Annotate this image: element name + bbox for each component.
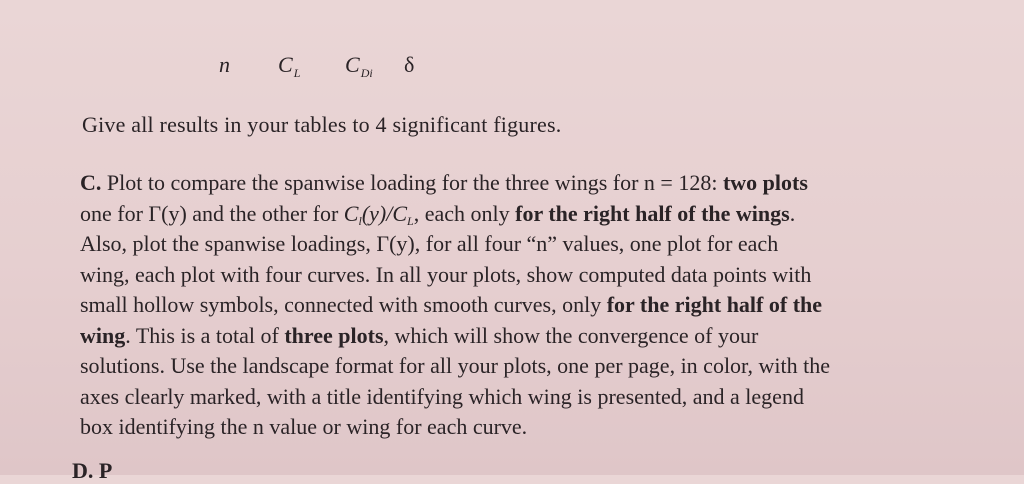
column-cdi-subscript: Di xyxy=(360,66,373,80)
cl-ratio-denominator: (y)/C xyxy=(361,200,408,226)
line-2-period: . xyxy=(789,200,796,226)
column-cl xyxy=(278,52,300,81)
next-section-heading-partial: D. P xyxy=(72,458,113,483)
cl-denominator-subscript: L xyxy=(407,213,414,228)
cl-ratio-math xyxy=(344,201,414,226)
results-table-header xyxy=(0,52,1024,84)
paragraph-line-2 xyxy=(80,199,960,230)
cl-symbol: C xyxy=(343,200,359,226)
paragraph-line-3: Also, plot the spanwise loadings, Γ(y), for all four “n” values, one plot for each xyxy=(80,231,779,256)
paragraph-line-4: wing, each plot with four curves. In all your plots, show computed data points with xyxy=(80,261,812,287)
paragraph-line-1 xyxy=(80,168,960,199)
paragraph-line-8: axes clearly marked, with a title identifying which wing is presented, and a legend xyxy=(80,383,804,409)
paragraph-line-5 xyxy=(80,290,960,321)
line-5-bold: for the right half of the xyxy=(606,292,823,317)
paragraph-line-9: box identifying the n value or wing for each curve. xyxy=(80,414,528,439)
line-2-bold: for the right half of the wings xyxy=(515,200,790,226)
column-n: n xyxy=(219,52,230,77)
column-cl-symbol: C xyxy=(278,52,293,77)
line-5-text: small hollow symbols, connected with smooth curves, only xyxy=(80,292,607,317)
line-2-text-c: , each only xyxy=(413,200,516,226)
line-6-bold-a: wing xyxy=(80,322,126,348)
instruction-text: Give all results in your tables to 4 significant figures. xyxy=(82,112,562,137)
line-6-text-b: . This is a total of xyxy=(125,322,285,348)
column-cl-subscript: L xyxy=(293,66,301,80)
line-1-text: Plot to compare the spanwise loading for the three wings for n = 128: xyxy=(101,170,723,195)
section-c-paragraph xyxy=(80,168,960,443)
line-6-text-d: , which will show the convergence of your xyxy=(383,322,759,348)
cl-subscript: l xyxy=(358,213,362,228)
column-delta: δ xyxy=(404,52,415,77)
section-c-label: C. xyxy=(80,170,102,195)
paragraph-line-6 xyxy=(80,321,960,352)
line-2-text-a: one for Γ(y) and the other for xyxy=(80,200,344,226)
paragraph-line-7: solutions. Use the landscape format for all your plots, one per page, in color, with the xyxy=(80,353,830,378)
line-1-bold: two plots xyxy=(722,170,808,195)
column-cdi-symbol: C xyxy=(345,52,360,77)
column-cdi xyxy=(345,52,373,81)
line-6-bold-c: three plots xyxy=(284,322,384,348)
